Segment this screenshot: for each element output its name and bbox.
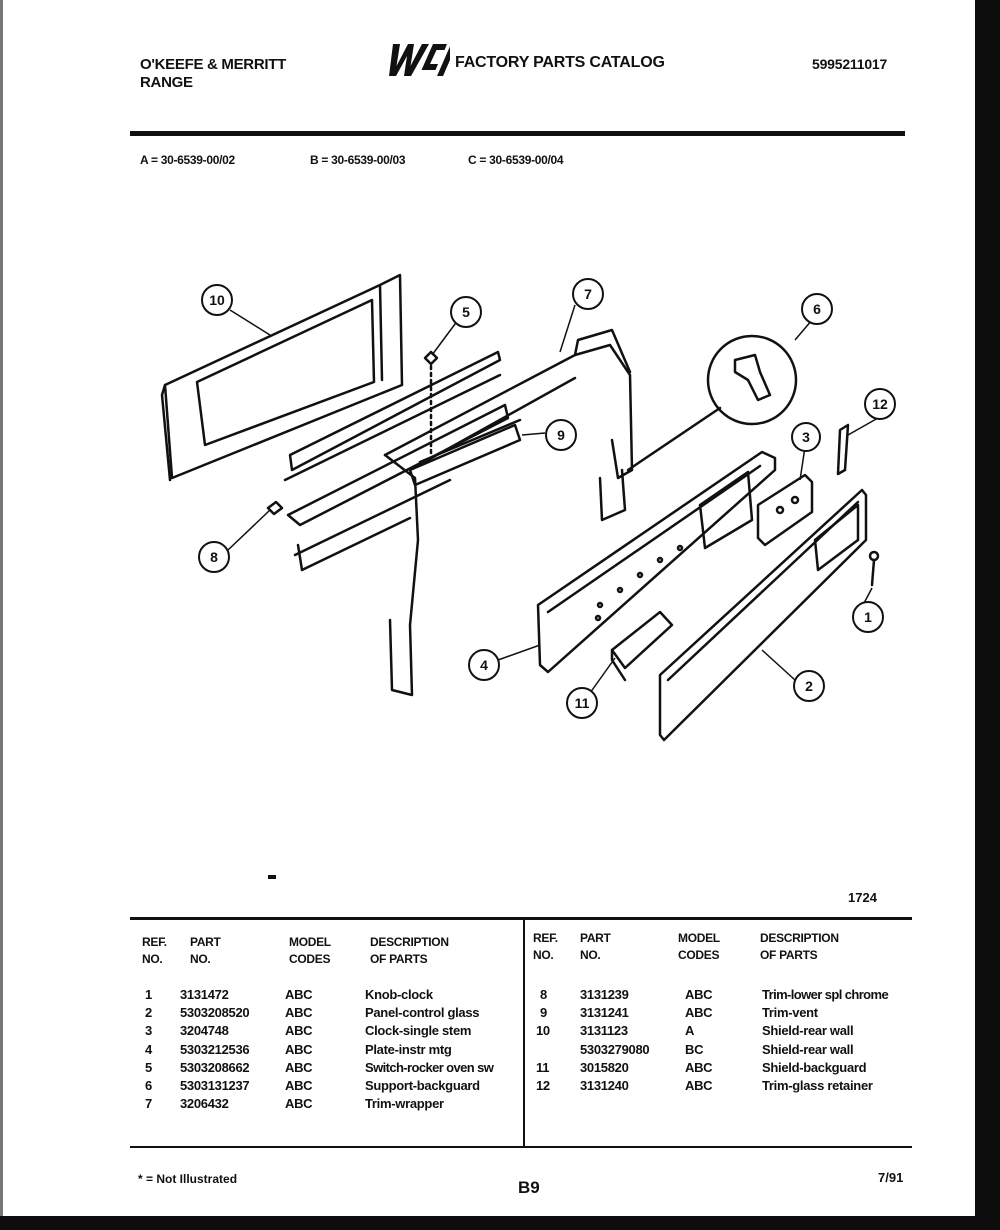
model-code-c: C = 30-6539-00/04 [468,153,564,167]
header-model-codes: MODEL CODES [289,935,331,966]
brand-name: O'KEEFE & MERRITT [140,56,286,73]
part-3-clock [758,475,812,545]
model-code-b: B = 30-6539-00/03 [310,153,406,167]
part-1-knob-clock [870,552,878,585]
part-10-shield-rear-wall [162,275,402,480]
header-ref-no: REF. NO. [142,935,167,966]
table-divider [523,918,525,1148]
scan-border-bottom [0,1216,1000,1230]
header-part-no-right: PART NO. [580,931,611,962]
callout-11: 11 [574,695,590,711]
part-12-trim-glass-retainer [838,425,848,474]
callout-7: 7 [584,286,592,302]
callout-12: 12 [872,396,888,412]
part-11-shield-backguard [612,612,672,680]
part-2-panel-control-glass [660,490,866,740]
callout-3: 3 [802,429,810,445]
header-description: DESCRIPTION OF PARTS [370,935,449,966]
callout-4: 4 [480,657,488,673]
callout-5: 5 [462,304,470,320]
model-code-a: A = 30-6539-00/02 [140,153,235,167]
scan-speck [268,875,276,879]
callout-2: 2 [805,678,813,694]
part-6-detail [628,336,796,470]
callout-10: 10 [209,292,225,308]
catalog-number: 5995211017 [812,56,888,72]
callout-9: 9 [557,427,565,443]
header-part-no: PART NO. [190,935,221,966]
header-model-codes-right: MODEL CODES [678,931,720,962]
part-7-trim-wrapper [385,330,632,695]
catalog-title: FACTORY PARTS CATALOG [455,54,665,71]
figure-number: 1724 [848,890,877,905]
part-9-trim-vent [410,420,520,485]
header-description-right: DESCRIPTION OF PARTS [760,931,839,962]
callout-1: 1 [864,609,872,625]
footnote-not-illustrated: * = Not Illustrated [138,1172,238,1186]
header-ref-no-right: REF. NO. [533,931,558,962]
revision-date: 7/91 [878,1170,904,1185]
callout-6: 6 [813,301,821,317]
product-type: RANGE [140,74,193,91]
table-bottom-rule [130,1146,912,1148]
page-number: B9 [518,1178,540,1197]
table-top-rule [130,917,912,920]
callout-8: 8 [210,549,218,565]
